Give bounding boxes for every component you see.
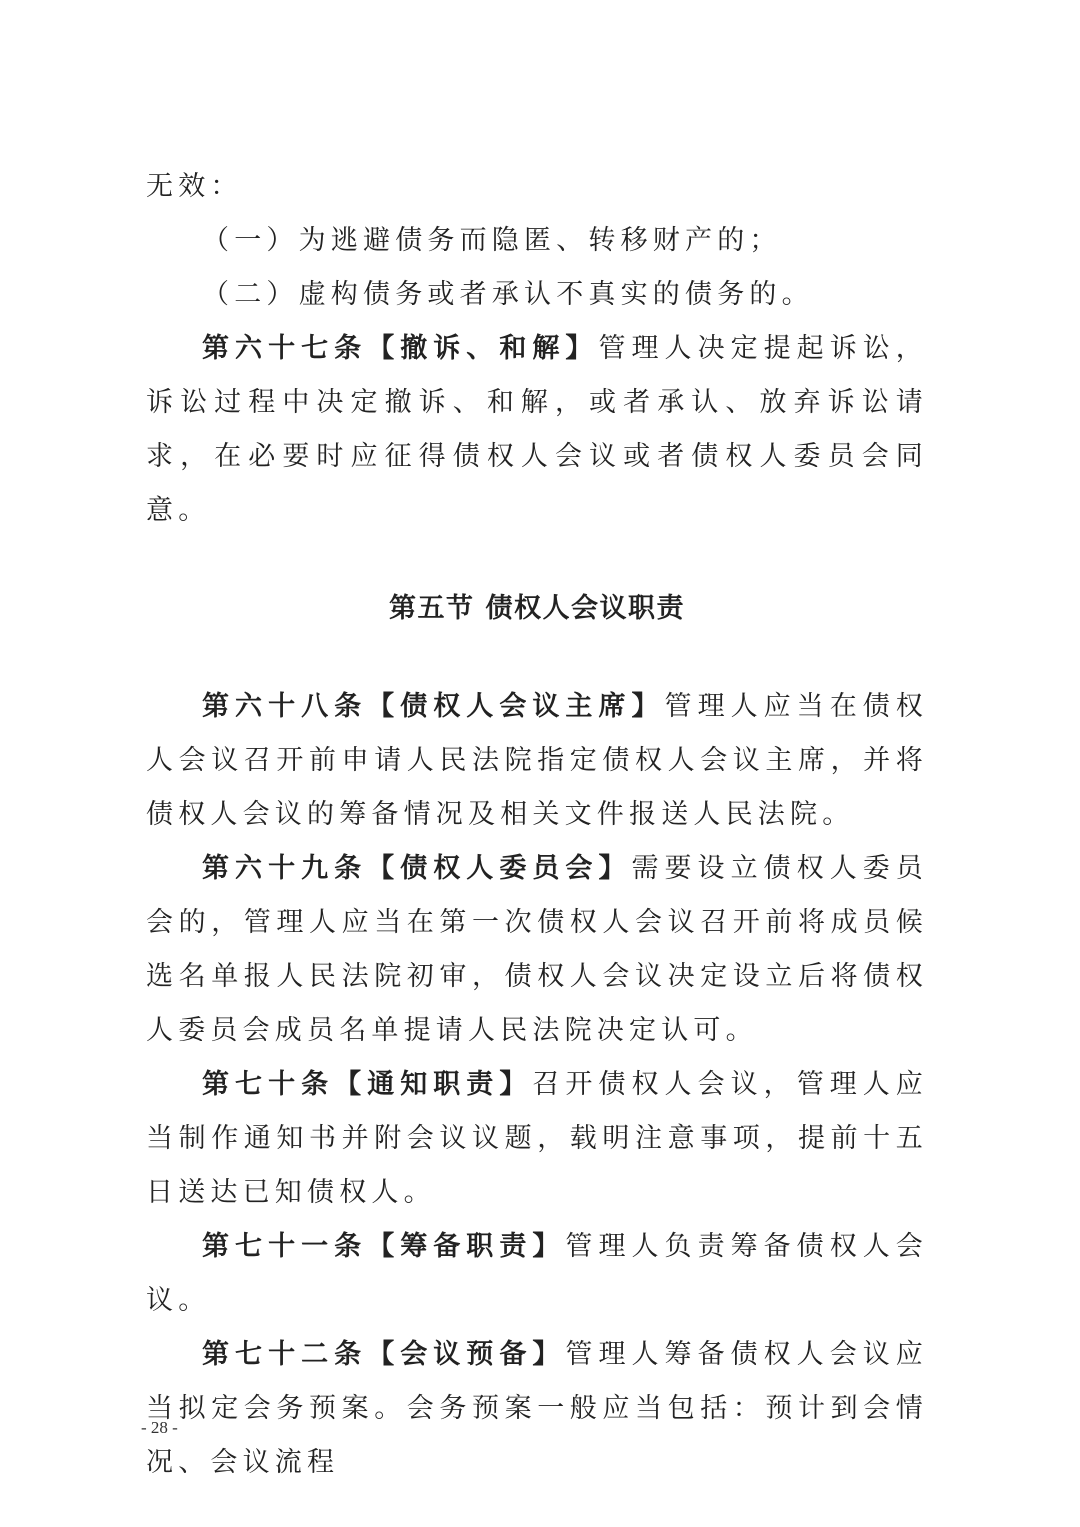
article-70 xyxy=(146,1058,928,1220)
paragraph-continuation xyxy=(146,160,928,214)
paragraph-text: （一）为逃避债务而隐匿、转移财产的； xyxy=(202,225,782,256)
paragraph-text: 无效： xyxy=(146,171,243,202)
article-67 xyxy=(146,322,928,538)
paragraph-item-2 xyxy=(146,268,928,322)
article-heading: 第六十八条【债权人会议主席】 xyxy=(202,691,665,722)
article-heading: 第七十二条【会议预备】 xyxy=(202,1339,566,1370)
article-68 xyxy=(146,680,928,842)
section-title: 第五节 债权人会议职责 xyxy=(389,593,685,624)
article-heading: 第七十一条【筹备职责】 xyxy=(202,1231,566,1262)
article-heading: 第七十条【通知职责】 xyxy=(202,1069,533,1100)
article-text: 管理人负责筹备债权人会议。 xyxy=(146,1231,928,1316)
article-text: 管理人决定提起诉讼，诉讼过程中决定撤诉、和解，或者承认、放弃诉讼请求，在必要时应征得债权人会议或者债权人委员会同意。 xyxy=(146,333,928,526)
article-text: 召开债权人会议，管理人应当制作通知书并附会议议题，载明注意事项，提前十五日送达已知债权人。 xyxy=(146,1069,929,1208)
article-heading: 第六十七条【撤诉、和解】 xyxy=(202,333,599,364)
article-69 xyxy=(146,842,928,1058)
article-text: 管理人筹备债权人会议应当拟定会务预案。会务预案一般应当包括：预计到会情况、会议流程 xyxy=(146,1339,928,1478)
article-heading: 第六十九条【债权人委员会】 xyxy=(202,853,632,884)
page-number: - 28 - xyxy=(141,1418,178,1437)
article-71 xyxy=(146,1220,928,1328)
article-72 xyxy=(146,1328,928,1490)
article-text: 需要设立债权人委员会的，管理人应当在第一次债权人会议召开前将成员候选名单报人民法院初审，债权人会议决定设立后将债权人委员会成员名单提请人民法院决定认可。 xyxy=(146,853,928,1046)
document-body xyxy=(146,160,928,1490)
paragraph-text: （二）虚构债务或者承认不真实的债务的。 xyxy=(202,279,814,310)
article-text: 管理人应当在债权人会议召开前申请人民法院指定债权人会议主席，并将债权人会议的筹备情况及相关文件报送人民法院。 xyxy=(146,691,928,830)
paragraph-item-1 xyxy=(146,214,928,268)
